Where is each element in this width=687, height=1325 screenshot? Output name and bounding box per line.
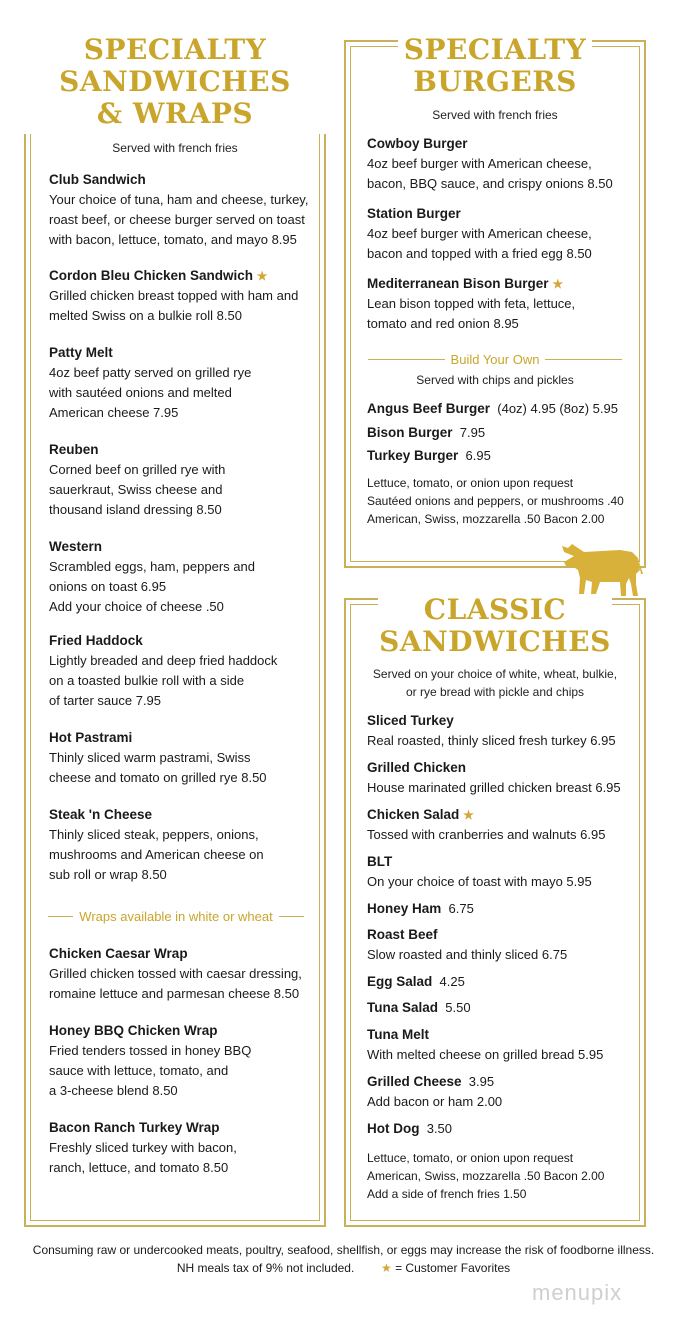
favorite-star-icon: ★	[380, 1261, 392, 1275]
menu-item-honey-bbq-wrap: Honey BBQ Chicken Wrap Fried tenders tossed in honey BBQ sauce with lettuce, tomato, and a 3-cheese blend 8.50	[49, 1023, 252, 1098]
menu-item-grilled-chicken: Grilled Chicken House marinated grilled chicken breast 6.95	[367, 760, 621, 795]
classic-subtitle: Served on your choice of white, wheat, bulkie, or rye bread with pickle and chips	[372, 667, 618, 699]
menu-item-hot-pastrami: Hot Pastrami Thinly sliced warm pastrami, Swiss cheese and tomato on grilled rye 8.50	[49, 730, 267, 785]
cow-icon	[560, 534, 644, 598]
menu-item-roast-beef: Roast Beef Slow roasted and thinly sliced 6.75	[367, 927, 568, 962]
menu-item-club-sandwich: Club Sandwich Your choice of tuna, ham and cheese, turkey, roast beef, or cheese burger served on toast with bacon, lettuce, tomato, and mayo 8.95	[49, 172, 309, 247]
classic-extras: Lettuce, tomato, or onion upon request American, Swiss, mozzarella .50 Bacon 2.00 Add a side of french fries 1.50	[367, 1151, 605, 1201]
menu-item-bacon-ranch-wrap: Bacon Ranch Turkey Wrap Freshly sliced turkey with bacon, ranch, lettuce, and tomato 8.50	[49, 1120, 237, 1175]
menu-item-blt: BLT On your choice of toast with mayo 5.95	[367, 854, 592, 889]
foodborne-disclaimer: Consuming raw or undercooked meats, poultry, seafood, shellfish, or eggs may increase the risk of foodborne illness.	[32, 1243, 655, 1257]
specialty-burgers-title: SPECIALTY BURGERS	[398, 34, 592, 100]
favorite-star-icon: ★	[256, 269, 268, 283]
tax-legend-line: NH meals tax of 9% not included. ★ = Customer Favorites	[176, 1261, 511, 1275]
classic-sandwiches-title: CLASSIC SANDWICHES	[379, 593, 611, 658]
menu-item-cowboy-burger: Cowboy Burger 4oz beef burger with American cheese, bacon, BBQ sauce, and crispy onions 8.50	[367, 136, 613, 191]
favorite-star-icon: ★	[552, 277, 564, 291]
menu-item-sliced-turkey: Sliced Turkey Real roasted, thinly sliced fresh turkey 6.95	[367, 713, 616, 748]
byo-bison: Bison Burger 7.95	[367, 425, 486, 440]
burgers-subtitle: Served with french fries	[432, 108, 558, 122]
menupix-watermark: menupix	[532, 1280, 623, 1305]
byo-subtitle: Served with chips and pickles	[416, 373, 574, 387]
menu-item-reuben: Reuben Corned beef on grilled rye with sauerkraut, Swiss cheese and thousand island dressing 8.50	[49, 442, 226, 517]
menu-item-steak-n-cheese: Steak 'n Cheese Thinly sliced steak, peppers, onions, mushrooms and American cheese on sub roll or wrap 8.50	[49, 807, 264, 882]
menu-item-chicken-salad: Chicken Salad ★ Tossed with cranberries and walnuts 6.95	[367, 807, 606, 842]
menu-item-patty-melt: Patty Melt 4oz beef patty served on grilled rye with sautéed onions and melted American cheese 7.95	[49, 345, 252, 420]
menu-item-station-burger: Station Burger 4oz beef burger with American cheese, bacon and topped with a fried egg 8.50	[367, 206, 592, 261]
menu-item-chicken-caesar-wrap: Chicken Caesar Wrap Grilled chicken tossed with caesar dressing, romaine lettuce and parmesan cheese 8.50	[49, 946, 302, 1001]
favorite-star-icon: ★	[463, 808, 474, 822]
specialty-sandwiches-title: SPECIALTY SANDWICHES & WRAPS	[24, 34, 326, 134]
byo-turkey: Turkey Burger 6.95	[367, 448, 491, 463]
burger-extras: Lettuce, tomato, or onion upon request Sautéed onions and peppers, or mushrooms .40 American, Swiss, mozzarella .50 Bacon 2.00	[367, 476, 624, 526]
menu-item-western: Western Scrambled eggs, ham, peppers and onions on toast 6.95 Add your choice of cheese .50	[49, 539, 255, 614]
sandwiches-subtitle: Served with french fries	[112, 141, 238, 155]
menu-item-tuna-melt: Tuna Melt With melted cheese on grilled bread 5.95	[367, 1027, 604, 1062]
wraps-divider: Wraps available in white or wheat	[48, 909, 304, 924]
menu-item-egg-salad: Egg Salad 4.25	[367, 974, 465, 989]
menu-item-bison-burger: Mediterranean Bison Burger ★ Lean bison topped with feta, lettuce, tomato and red onion 8.95	[367, 276, 576, 331]
menu-item-grilled-cheese: Grilled Cheese 3.95 Add bacon or ham 2.00	[367, 1074, 503, 1109]
byo-angus-beef: Angus Beef Burger (4oz) 4.95 (8oz) 5.95	[367, 401, 618, 416]
menu-item-hot-dog: Hot Dog 3.50	[367, 1121, 453, 1136]
build-your-own-divider: Build Your Own	[368, 352, 622, 367]
menu-item-fried-haddock: Fried Haddock Lightly breaded and deep fried haddock on a toasted bulkie roll with a side of tarter sauce 7.95	[49, 633, 278, 708]
menu-item-honey-ham: Honey Ham 6.75	[367, 901, 474, 916]
menu-item-cordon-bleu: Cordon Bleu Chicken Sandwich ★ Grilled chicken breast topped with ham and melted Swiss on a bulkie roll 8.50	[49, 268, 299, 323]
menu-item-tuna-salad: Tuna Salad 5.50	[367, 1000, 471, 1015]
